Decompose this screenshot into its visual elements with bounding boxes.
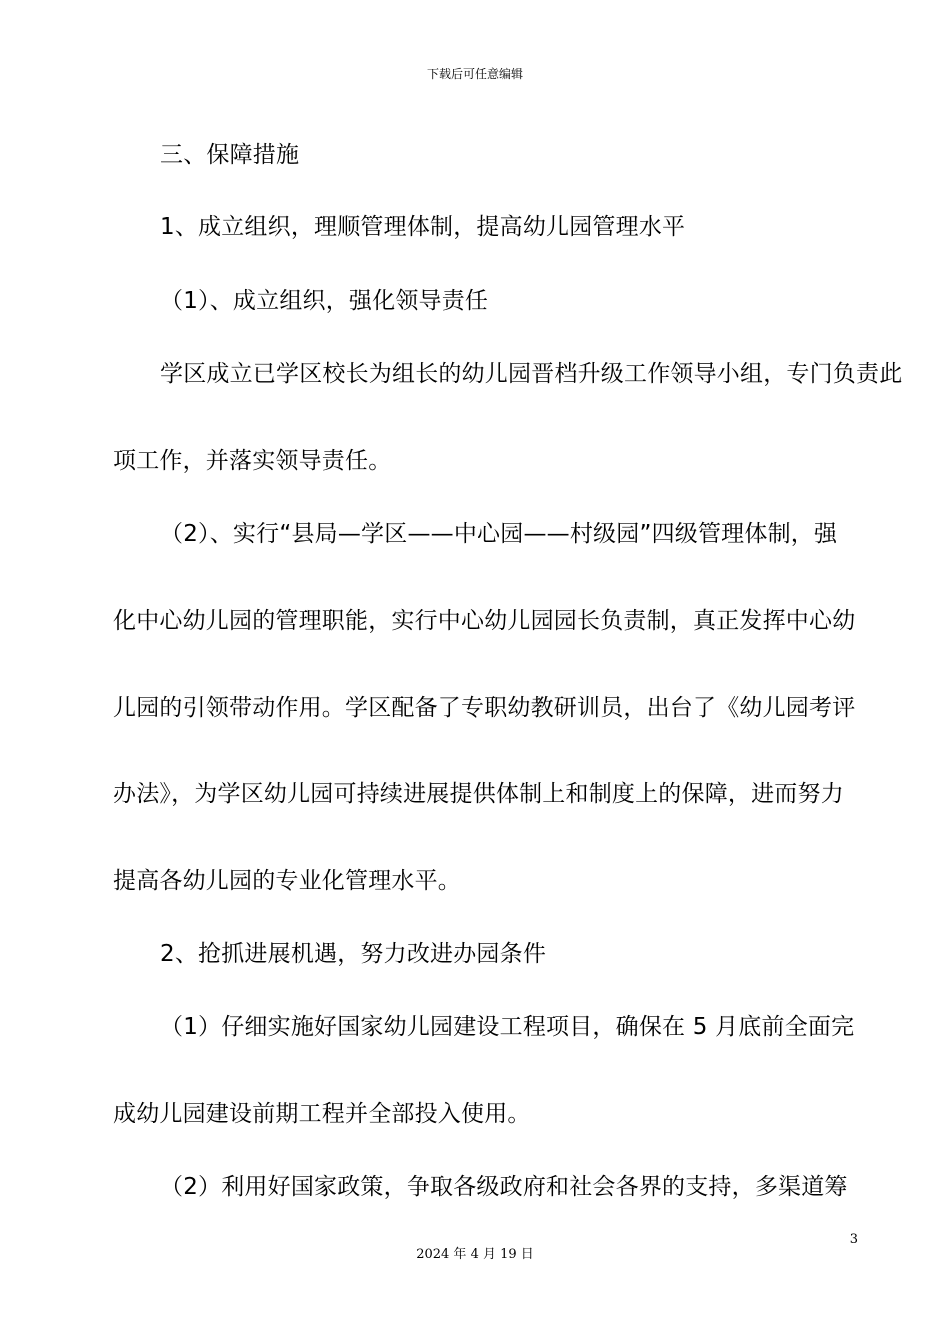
paragraph-line: 项工作，并落实领导责任。	[113, 448, 392, 474]
section-heading: 三、保障措施	[160, 142, 300, 168]
paragraph-line: 学区成立已学区校长为组长的幼儿园晋档升级工作领导小组，专门负责此	[160, 361, 903, 387]
paragraph-line: 办法》，为学区幼儿园可持续进展提供体制上和制度上的保障，进而努力	[113, 781, 844, 807]
paragraph-line: 化中心幼儿园的管理职能，实行中心幼儿园园长负责制，真正发挥中心幼	[113, 608, 856, 634]
paragraph-line: （1）仔细实施好国家幼儿园建设工程项目，确保在 5 月底前全面完	[160, 1014, 855, 1040]
paragraph-line: 儿园的引领带动作用。学区配备了专职幼教研训员，出台了《幼儿园考评	[113, 695, 856, 721]
page-number: 3	[849, 1232, 858, 1247]
paragraph-line: 成幼儿园建设前期工程并全部投入使用。	[113, 1101, 531, 1127]
item-heading: （1）、成立组织，强化领导责任	[160, 288, 489, 314]
paragraph-line: （2）、实行“县局—学区——中心园——村级园”四级管理体制，强	[160, 521, 838, 547]
footer-date: 2024 年 4 月 19 日	[416, 1247, 534, 1262]
paragraph-line: （2）利用好国家政策，争取各级政府和社会各界的支持，多渠道筹	[160, 1174, 848, 1200]
paragraph-line: 提高各幼儿园的专业化管理水平。	[113, 868, 461, 894]
page-header: 下载后可任意编辑	[426, 67, 523, 81]
subsection-heading: 1、成立组织，理顺管理体制，提高幼儿园管理水平	[160, 214, 686, 240]
subsection-heading: 2、抢抓进展机遇，努力改进办园条件	[160, 941, 547, 967]
